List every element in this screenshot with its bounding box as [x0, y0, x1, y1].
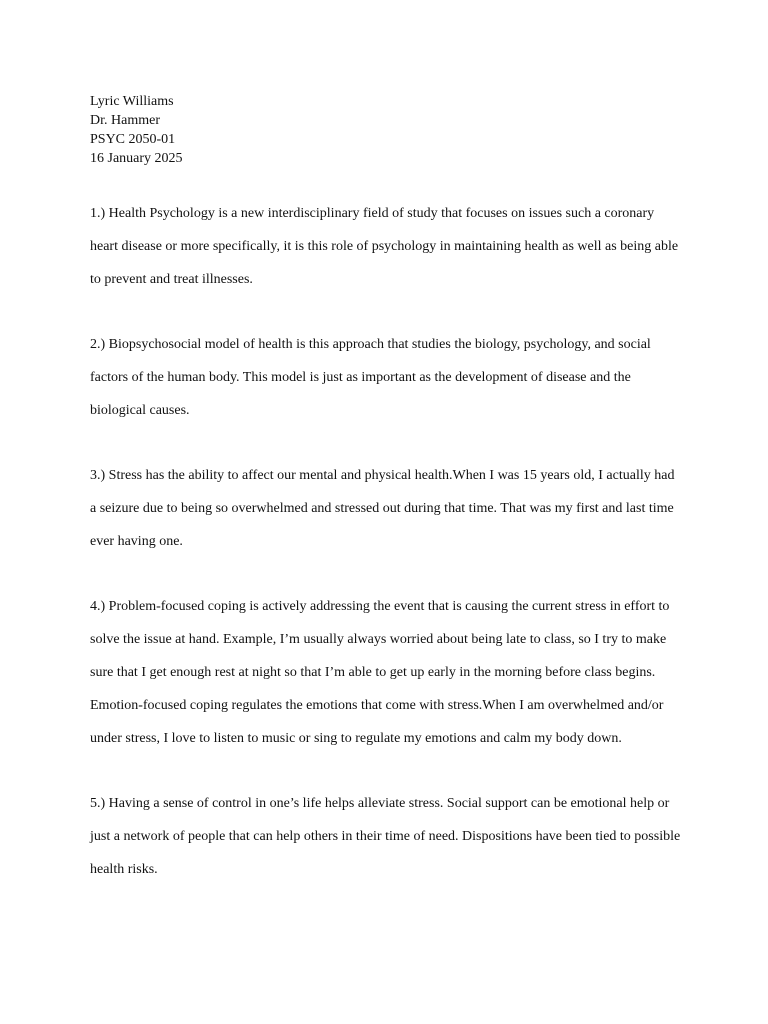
answer-line: 1.) Health Psychology is a new interdisciplinary field of study that focuses on issues such a coronary: [90, 206, 655, 221]
answer-2: [90, 328, 690, 427]
answer-line: sure that I get enough rest at night so that I’m able to get up early in the morning before class begins.: [90, 665, 656, 680]
answer-line: 5.) Having a sense of control in one’s life helps alleviate stress. Social support can be emotional help or: [90, 796, 670, 811]
answer-line: under stress, I love to listen to music or sing to regulate my emotions and calm my body down.: [90, 731, 622, 746]
answer-line: 3.) Stress has the ability to affect our mental and physical health.When I was 15 years old, I actually had: [90, 468, 675, 483]
answer-5: [90, 787, 690, 886]
student-name: Lyric Williams: [90, 94, 174, 109]
answer-line: to prevent and treat illnesses.: [90, 272, 253, 287]
answer-line: health risks.: [90, 862, 158, 877]
answer-line: heart disease or more specifically, it is this role of psychology in maintaining health as well as being able: [90, 239, 679, 254]
answer-line: solve the issue at hand. Example, I’m usually always worried about being late to class, so I try to make: [90, 632, 667, 647]
answer-line: Emotion-focused coping regulates the emotions that come with stress.When I am overwhelmed and/or: [90, 698, 664, 713]
answer-line: biological causes.: [90, 403, 190, 418]
document-date: 16 January 2025: [90, 151, 183, 166]
course-code: PSYC 2050-01: [90, 132, 176, 147]
answer-line: factors of the human body. This model is just as important as the development of disease and the: [90, 370, 631, 385]
answer-line: just a network of people that can help others in their time of need. Dispositions have been tied to possible: [90, 829, 681, 844]
answer-3: [90, 459, 690, 558]
answer-4: [90, 590, 690, 755]
document-header: [90, 92, 183, 168]
answer-line: ever having one.: [90, 534, 183, 549]
answer-line: a seizure due to being so overwhelmed and stressed out during that time. That was my first and last time: [90, 501, 674, 516]
answer-1: [90, 197, 690, 296]
instructor-name: Dr. Hammer: [90, 113, 160, 128]
answer-line: 4.) Problem-focused coping is actively addressing the event that is causing the current stress in effort to: [90, 599, 670, 614]
answer-line: 2.) Biopsychosocial model of health is this approach that studies the biology, psychology, and social: [90, 337, 651, 352]
